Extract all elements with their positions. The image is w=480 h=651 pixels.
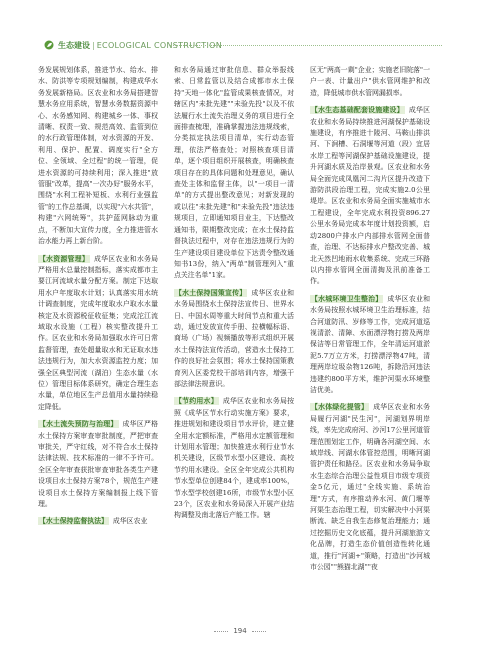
- section-tag: 【水土保持监督执法】: [39, 517, 108, 526]
- column-2: [174, 65, 294, 522]
- paragraph: 【水体绿化提管】 成华区农业和水务局履行河湖"民生河"，河湖划界明岸线，率先完成府河、沙河17公里河道管理范围划定工作，明确各河湖空间、水域岸线、河湖水体管控范围，明晰河湖管护责任和路径。区农业和水务局争取水生态综合治理公益性项目市级专项资金5亿元，通过"全线实施、系统治理"方式，有序推动养水河、黄门堰等河渠生态治理工程，切实解决中小河渠断流、缺乏自我生态修复治理能力；通过挖掘历史文化底蕴，提升河湖旅游文化品牌，打造生态价值创造性转化通道，推行"河湖+"策略，打造出"沙河城市公园""熊猫北湖""夜: [310, 403, 430, 572]
- section-tag: 【水城环境卫生整治】: [311, 294, 383, 303]
- section-tag: 【节约用水】: [175, 397, 218, 406]
- paragraph: 【水土保持国策宣传】 成华区农业和水务局围绕水土保持法宣传日、世界水日、中国水周等重大时间节点和重大活动，通过发放宣传手册、拉横幅标语、商场（广场）视频播放等形式组织开展水土保持法宣传活动，营造水土保持工作的良好社会氛围；将水土保持国策教育列入区委党校干部培训内容，增强干部法律法规意识。: [174, 288, 294, 388]
- section-tag: 【水资源管理】: [39, 254, 89, 263]
- paragraph: 【水生态基础配套设施建设】 成华区农业和水务局持续推进河湖保护基础设施建设，有序推进十陵河、马鞍山排洪河、下涧槽、石洞堰等河道（段）宜居水岸工程等河湖保护基础设施建设，提升河湖水质及治岸景观。区农业和水务局全面完成凤凰河二沟片区提升改造下游防洪段治理工程，完成实施2.0公里堤岸。区农业和水务局全面实施城市水工程建设，全年完成水利投资896.27公里水务局完成本年度计划投资额，启动2800户排水户内部排水管网全面普查，治理、不达标排水户整改完善、城北天然凹地雨水收集系统、完成三环路以内排水管网全面清掏及汛前准备工作。: [310, 106, 430, 286]
- paragraph: 务发展规划体系，推进节水、给水、排水、防洪等专项规划编制，构建成华水务发展新格局。区农业和水务局搭建智慧水务应用系统，智慧水务数据资源中心、水务感知网、构建城乡一体、事权清晰、权责一致、规范高效、监管到位的水行政管理体制，对水资源的开发、利用、保护、配置、调度实行"全方位、全领域、全过程"的统一管理，促进水资源的可持续利用；深入推进"放管服"改革，提高"一次办好"服务水平，围绕"水利工程补短板、水利行业强监管"的工作总基调，以实现"六水共管"，构建"六网统筹"，共护蓝网脉动为重点，不断加大宣传力度，全力推进管水治水能力再上新台阶。: [38, 66, 158, 246]
- column-1: [38, 65, 158, 528]
- section-title: 生态建设 | ECOLOGICAL CONSTRUCTION: [58, 41, 222, 50]
- paragraph: 和水务局通过审批信息、群众举报线索、日常监管以及结合成都市水土保持"天地一体化"监管成果核查情况，对辖区内"未批先建""未验先投"以及不依法履行水土流失治理义务的项目进行全面排查梳理，准确掌握违法违规线索，分类拟定执法项目清单，实行动态管理，依法严格查处；对照核查项目清单，逐个项目组织开展核查，明确核查项目存在的具体问题和处理意见，确认查处主体和监督主体，以"一项目一清单"的方式提出整改意见；对新发现的或以往"未批先建"和"未验先投"违法违规项目，立即通知项目业主，下达整改通知书，限期整改完成；在水土保持监督执法过程中，对存在违法违规行为的生产建设项目建设单位下达责令整改通知书13份，纳入"两单"制管理列入"重点关注名单"1家。: [174, 66, 294, 280]
- leaf-icon: [44, 40, 54, 50]
- header-rule: [170, 45, 442, 46]
- section-tag: 【水体绿化提管】: [311, 403, 369, 412]
- paragraph: 【水土流失预防与治理】 成华区严格水土保持方案审查审批制度，严把审查审批关，严守红线，对不符合水土保持法律法规、技术标准的一律不予许可。全区全年审查获批审查审批各类生产建设项目水土保持方案78个，规范生产建设项目水土保持方案编制报上线下管理。: [38, 420, 158, 509]
- section-tag: 【水土流失预防与治理】: [39, 420, 118, 429]
- column-3: [310, 65, 430, 573]
- paragraph: 区无"两高一剩"企业；实施老旧院落"一户一表、计量出户"供水管网维护和改造，降低城市供水管网漏损率。: [310, 66, 430, 97]
- paragraph: 【节约用水】 成华区农业和水务局按照《成华区节水行动实施方案》要求，推进规划和建设项目节水评价，建立健全用水定额标准，严格用水定额管理和计划用水管理；加快推进水利行业节水机关建设，区级节水型小区建设、高校节约用水建设。全区全年完成公共机构节水型单位创建84个，建成率100%，节水型学校创建16所，市级节水型小区23个，区农业和水务局深入开展产业结构调整及南北落后产能工作。辖: [174, 397, 294, 520]
- paragraph: 【水城环境卫生整治】 成华区农业和水务局按照水城环境卫生治理标准，结合河道防汛、岁修等工作，完成河道巡视清淤、清障、水面漂浮物打捞及两岸保洁等日常管理工作，全年清运河道淤泥5.7万立方米，打捞漂浮物47吨，清理两岸垃圾杂物126吨，拆除沿河违法违建约800平方米，维护河渠水环境整洁优美。: [310, 294, 430, 394]
- paragraph: 【水资源管理】 成华区农业和水务局严格用水总量控制指标，落实成都市主要江河流域水量分配方案。制定下达取用水户年度取水计划；认真落实用水统计调查制度，完成年度取水户取水水量核定及水资源税征收征集；完成沱江流域取水设施（工程）核实整改提升工作。区农业和水务局加强取水许可日常监督管理，查处超量取水和无证取水违法违规行为，加大水资源监控力度；加强全区典型河流（湖泊）生态水量（水位）管理目标体系研究，确定合理生态水量，单位地区生产总值用水量持续稳定降低。: [38, 254, 158, 411]
- page-header: [0, 38, 480, 56]
- page-number: 194: [0, 627, 480, 635]
- section-tag: 【水土保持国策宣传】: [175, 288, 247, 297]
- paragraph: 【水土保持监督执法】 成华区农业: [39, 517, 148, 526]
- section-tag: 【水生态基础配套设施建设】: [311, 106, 404, 115]
